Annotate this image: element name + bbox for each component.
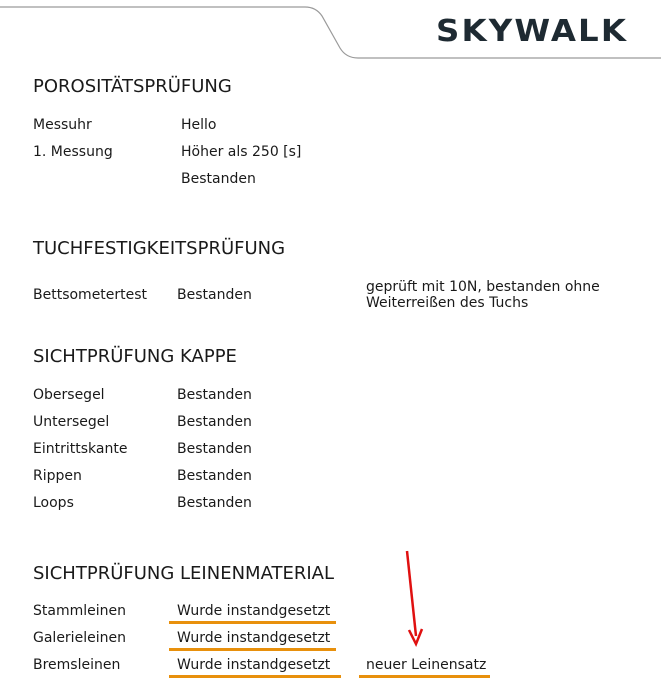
label-eintrittskante: Eintrittskante	[33, 441, 128, 457]
underline-bremsleinen	[169, 675, 341, 678]
value-porositaet-result: Bestanden	[181, 171, 256, 187]
label-rippen: Rippen	[33, 468, 82, 484]
value-bettsometertest: Bestanden	[177, 287, 252, 303]
section-title-tuchfestigkeit: TUCHFESTIGKEITSPRÜFUNG	[33, 238, 286, 259]
value-untersegel: Bestanden	[177, 414, 252, 430]
underline-stammleinen	[169, 621, 336, 624]
label-bettsometertest: Bettsometertest	[33, 287, 148, 303]
value-stammleinen: Wurde instandgesetzt	[177, 603, 331, 619]
section-title-porositaet: POROSITÄTSPRÜFUNG	[33, 76, 232, 97]
value-eintrittskante: Bestanden	[177, 441, 252, 457]
note-bremsleinen: neuer Leinensatz	[366, 657, 487, 673]
label-galerieleinen: Galerieleinen	[33, 630, 126, 646]
label-stammleinen: Stammleinen	[33, 603, 126, 619]
value-obersegel: Bestanden	[177, 387, 252, 403]
value-bremsleinen: Wurde instandgesetzt	[177, 657, 331, 673]
value-galerieleinen: Wurde instandgesetzt	[177, 630, 331, 646]
red-arrow-icon	[395, 548, 425, 650]
skywalk-logo: SKYWALK	[436, 14, 629, 49]
label-messuhr: Messuhr	[33, 117, 92, 133]
value-loops: Bestanden	[177, 495, 252, 511]
section-title-kappe: SICHTPRÜFUNG KAPPE	[33, 346, 237, 367]
value-messung: Höher als 250 [s]	[181, 144, 302, 160]
label-untersegel: Untersegel	[33, 414, 110, 430]
note-line-1: geprüft mit 10N, bestanden ohne	[366, 279, 600, 295]
label-loops: Loops	[33, 495, 74, 511]
value-messuhr: Hello	[181, 117, 217, 133]
label-bremsleinen: Bremsleinen	[33, 657, 121, 673]
label-messung: 1. Messung	[33, 144, 113, 160]
note-line-2: Weiterreißen des Tuchs	[366, 295, 529, 311]
underline-galerieleinen	[169, 648, 336, 651]
section-title-leinen: SICHTPRÜFUNG LEINENMATERIAL	[33, 563, 335, 584]
label-obersegel: Obersegel	[33, 387, 105, 403]
note-bettsometertest	[366, 279, 626, 311]
value-rippen: Bestanden	[177, 468, 252, 484]
underline-note-bremsleinen	[359, 675, 490, 678]
